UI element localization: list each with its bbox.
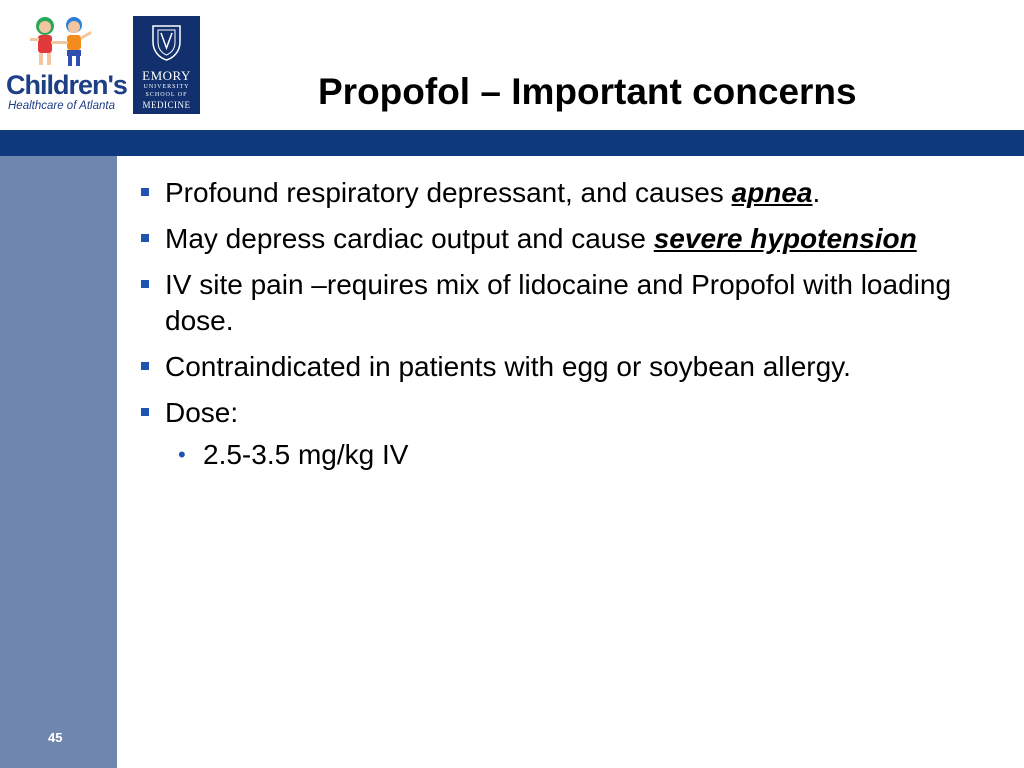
bullet-text: IV site pain –requires mix of lidocaine and Propofol with loading dose. bbox=[165, 269, 952, 336]
childrens-wordmark: Children's bbox=[6, 70, 127, 100]
round-bullet-icon: • bbox=[178, 442, 186, 467]
header-band bbox=[0, 130, 1024, 156]
emory-medicine-logo bbox=[133, 16, 200, 114]
emory-medicine-label: MEDICINE bbox=[142, 100, 191, 110]
bullet-item bbox=[138, 175, 998, 211]
bullet-text-end: . bbox=[812, 177, 821, 208]
square-bullet-icon bbox=[141, 234, 149, 242]
sub-bullet-item bbox=[138, 437, 998, 473]
bullet-text: Profound respiratory depressant, and causes bbox=[165, 177, 732, 208]
bullet-text: Contraindicated in patients with egg or soybean allergy. bbox=[165, 351, 851, 382]
children-figures-icon bbox=[26, 14, 100, 72]
emory-university-label: UNIVERSITY bbox=[143, 84, 190, 90]
page-number: 45 bbox=[48, 730, 63, 745]
square-bullet-icon bbox=[141, 188, 149, 196]
bullet-text: Dose: bbox=[165, 397, 239, 428]
bullet-item bbox=[138, 267, 998, 339]
bullet-item bbox=[138, 349, 998, 385]
emory-school-label: SCHOOL OF bbox=[145, 92, 188, 98]
childrens-healthcare-logo bbox=[4, 14, 128, 114]
emphasis-text: apnea bbox=[731, 177, 813, 208]
square-bullet-icon bbox=[141, 362, 149, 370]
bullet-item bbox=[138, 395, 998, 431]
slide-header bbox=[0, 0, 1024, 130]
bullet-item bbox=[138, 221, 998, 257]
emory-wordmark: EMORY bbox=[142, 68, 191, 83]
square-bullet-icon bbox=[141, 408, 149, 416]
bullet-text: May depress cardiac output and cause bbox=[165, 223, 654, 254]
emory-shield-icon bbox=[151, 24, 182, 62]
left-sidebar-band bbox=[0, 156, 117, 768]
bullet-list bbox=[138, 175, 998, 473]
sub-bullet-text: 2.5-3.5 mg/kg IV bbox=[203, 439, 409, 470]
childrens-subtitle: Healthcare of Atlanta bbox=[8, 100, 115, 112]
slide-title: Propofol – Important concerns bbox=[318, 71, 857, 112]
square-bullet-icon bbox=[141, 280, 149, 288]
emphasis-text: severe hypotension bbox=[653, 223, 917, 254]
